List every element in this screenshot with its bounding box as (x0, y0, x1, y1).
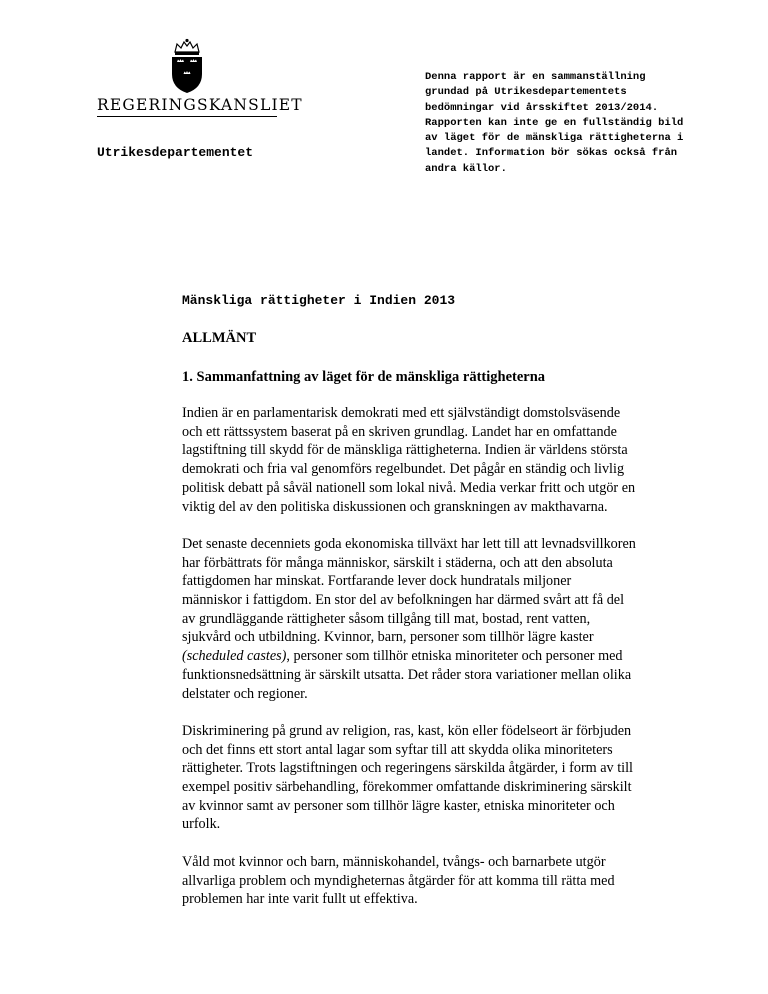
text-line: Våld mot kvinnor och barn, människohandel, tvångs- och barnarbete utgör (182, 853, 606, 870)
text-line: fattigdomen har minskat. Fortfarande lever dock hundratals miljoner (182, 573, 572, 590)
text-line: har förbättrats för många människor, särskilt i städerna, och att den absoluta (182, 554, 613, 571)
disclaimer-line: av läget för de mänskliga rättigheterna i (425, 132, 684, 145)
text-line: Indien är en parlamentarisk demokrati med ett självständigt domstolsväsende (182, 405, 621, 421)
disclaimer-line: bedömningar vid årsskiftet 2013/2014. (425, 101, 659, 114)
text-line: sjukvård och utbildning. Kvinnor, barn, personer som tillhör lägre kaster (182, 629, 594, 646)
paragraph (182, 722, 682, 834)
italic-term: scheduled castes) (186, 648, 287, 665)
body-text (182, 404, 682, 928)
paragraph (182, 853, 682, 909)
text-line: politisk debatt på såväl nationell som lokal nivå. Media verkar fritt och utgör en (182, 479, 636, 496)
paragraph (182, 535, 682, 703)
text-line (182, 647, 682, 666)
text-line: viktig del av den politiska diskussionen och granskningen av makthavarna. (182, 498, 608, 515)
italic-open-paren: ( (182, 648, 187, 665)
text-line: av kvinnor samt av personer som tillhör lägre kaster, etniska minoriteter och (182, 797, 615, 814)
text-line: funktionsnedsättning är särskilt utsatta. Det råder stora variationer mellan olika (182, 666, 632, 683)
text-line: människor i fattigdom. En stor del av befolkningen har därmed svårt att få del (182, 592, 625, 609)
document-title: Mänskliga rättigheter i Indien 2013 (182, 293, 456, 308)
text-line: och det finns ett stort antal lagar som syftar till att skydda olika minoriteters (182, 741, 613, 758)
text-line: allvarliga problem och myndigheternas åtgärder för att komma till rätta med (182, 872, 615, 889)
disclaimer-line: Denna rapport är en sammanställning (425, 71, 646, 83)
text-line: lagstiftning till skydd för de mänskliga rättigheterna. Indien är världens största (182, 442, 628, 459)
text-line: Diskriminering på grund av religion, ras, kast, kön eller födelseort är förbjuden (182, 722, 632, 739)
department-name: Utrikesdepartementet (97, 145, 254, 160)
text-line: och ett rättssystem baserat på en skriven grundlag. Landet har en omfattande (182, 423, 617, 440)
paragraph (182, 404, 682, 516)
crown-shield-emblem-icon (167, 38, 207, 94)
text-line: problemen har inte varit fullt ut effektiva. (182, 891, 418, 908)
disclaimer-note (425, 70, 725, 177)
text-line: Det senaste decenniets goda ekonomiska tillväxt har lett till att levnadsvillkoren (182, 535, 636, 552)
text-line: exempel positiv särbehandling, förekommer omfattande diskriminering särskilt (182, 779, 632, 796)
section-heading: ALLMÄNT (182, 330, 257, 346)
disclaimer-line: grundad på Utrikesdepartementets (425, 86, 627, 99)
disclaimer-line: Rapporten kan inte ge en fullständig bild (425, 116, 684, 129)
text-run: , personer som tillhör etniska minoriteter och personer med (286, 648, 623, 665)
text-line: delstater och regioner. (182, 685, 308, 702)
text-line: rättigheter. Trots lagstiftningen och regeringens särskilda åtgärder, i form av till (182, 760, 633, 777)
disclaimer-line: landet. Information bör sökas också från (425, 147, 678, 160)
text-line: demokrati och fria val genomförs regelbundet. Det pågår en ständig och livlig (182, 461, 625, 478)
logo-underline (97, 116, 277, 117)
text-line: urfolk. (182, 816, 221, 833)
disclaimer-line: andra källor. (425, 162, 507, 175)
text-line: av grundläggande rättigheter såsom tillgång till mat, bostad, rent vatten, (182, 610, 591, 627)
regeringskansliet-logo (97, 38, 303, 117)
subsection-heading: 1. Sammanfattning av läget för de mänskliga rättigheterna (182, 369, 546, 385)
logo-wordmark: REGERINGSKANSLIET (97, 96, 303, 114)
